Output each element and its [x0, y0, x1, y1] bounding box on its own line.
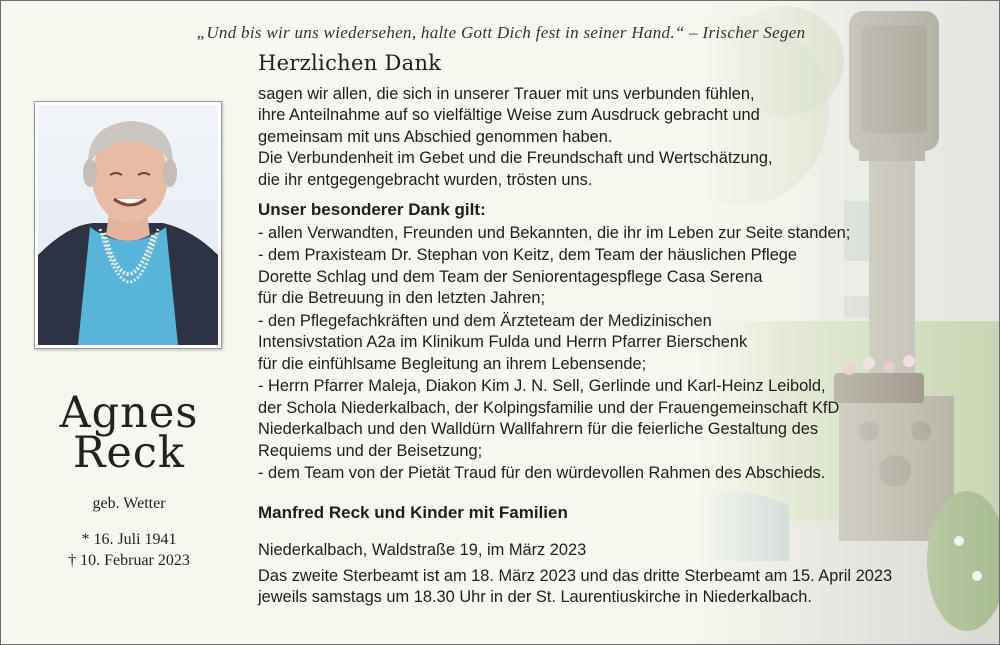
quote-line: „Und bis wir uns wiedersehen, halte Gott Dich fest in seiner Hand.“ – Irischer Segen [196, 23, 806, 42]
intro-paragraph-2: Die Verbundenheit im Gebet und die Freundschaft und Wertschätzung, die ihr entgegengebracht wurden, trösten uns. [258, 149, 773, 189]
birth-date: * 16. Juli 1941 [81, 531, 177, 548]
thanks-list-item: - Herrn Pfarrer Maleja, Diakon Kim J. N. Sell, Gerlinde und Karl-Heinz Leibold, der Schola Niederkalbach, der Kolpingsfamilie und der Frauengemeinschaft KfD Niederkalbach und den Walldürn Wallfahrern für die feierliche Gestaltung des Requiems und der Beisetzung; [258, 377, 840, 460]
memorial-service-info: Das zweite Sterbeamt ist am 18. März 2023 und das dritte Sterbeamt am 15. April 2023 jeweils samstags um 18.30 Uhr in der St. Laurentiuskirche in Niederkalbach. [258, 566, 893, 606]
place-and-date: Niederkalbach, Waldstraße 19, im März 2023 [258, 541, 587, 559]
intro-paragraph: sagen wir allen, die sich in unserer Trauer mit uns verbunden fühlen, ihre Anteilnahme auf so vielfältige Weise zum Ausdruck gebracht und gemeinsam mit uns Abschied genommen haben. [258, 84, 760, 146]
first-name: Agnes [59, 388, 199, 438]
special-thanks-heading: Unser besonderer Dank gilt: [258, 200, 486, 219]
last-name: Reck [73, 428, 185, 478]
thanks-list-item: - allen Verwandten, Freunden und Bekannten, die ihr im Leben zur Seite standen; [258, 223, 851, 242]
thanks-heading: Herzlichen Dank [258, 51, 442, 75]
family-signature: Manfred Reck und Kinder mit Familien [258, 502, 568, 522]
thanks-text-block [258, 53, 988, 609]
portrait-photo [38, 105, 218, 345]
portrait-photo-frame [34, 101, 222, 349]
death-date: † 10. Februar 2023 [68, 552, 190, 569]
thanks-list-item: - den Pflegefachkräften und dem Ärzteteam der Medizinischen Intensivstation A2a im Klinikum Fulda und Herrn Pfarrer Bierschenk für die einfühlsame Begleitung an ihrem Lebensende; [258, 311, 748, 373]
birth-name: geb. Wetter [92, 495, 166, 512]
thanks-list-item: - dem Praxisteam Dr. Stephan von Keitz, dem Team der häuslichen Pflege Dorette Schlag und dem Team der Seniorentagespflege Casa Serena für die Betreuung in den letzten Jahren; [258, 246, 798, 307]
thanks-list-item: - dem Team von der Pietät Traud für den würdevollen Rahmen des Abschieds. [258, 464, 826, 482]
